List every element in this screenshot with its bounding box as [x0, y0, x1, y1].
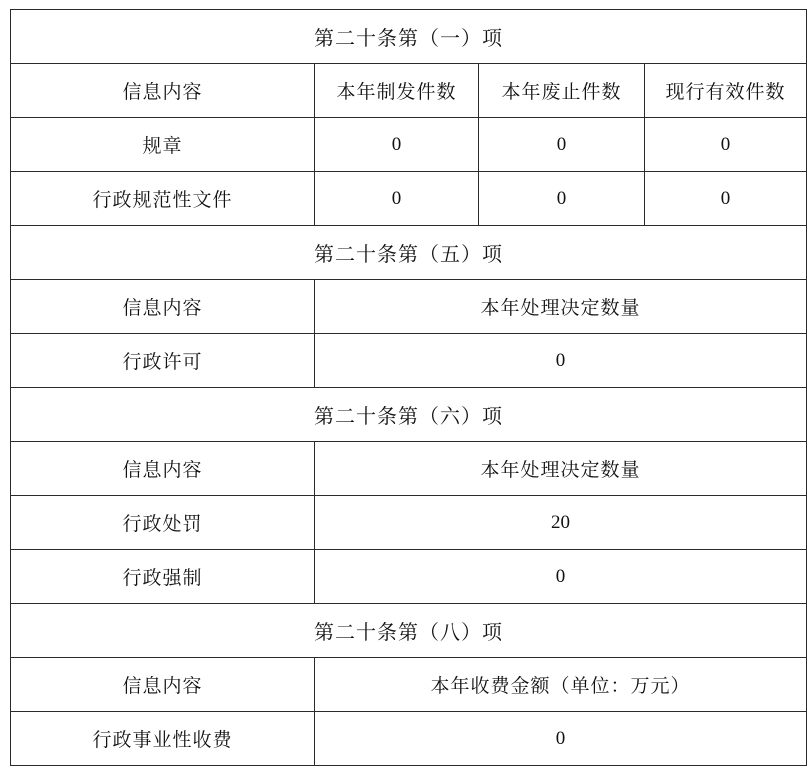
column-header-row	[11, 64, 807, 118]
column-header-info: 信息内容	[11, 658, 315, 712]
table-row	[11, 712, 807, 766]
cell-value: 0	[645, 118, 807, 172]
column-header-row	[11, 280, 807, 334]
section-title: 第二十条第（八）项	[11, 604, 807, 658]
column-header-info: 信息内容	[11, 442, 315, 496]
section-title: 第二十条第（一）项	[11, 10, 807, 64]
row-label: 行政处罚	[11, 496, 315, 550]
section-title: 第二十条第（五）项	[11, 226, 807, 280]
row-label: 行政规范性文件	[11, 172, 315, 226]
column-header-row	[11, 442, 807, 496]
row-label: 行政强制	[11, 550, 315, 604]
cell-value: 0	[645, 172, 807, 226]
column-header-decisions: 本年处理决定数量	[315, 280, 807, 334]
column-header-effective: 现行有效件数	[645, 64, 807, 118]
column-header-repealed: 本年废止件数	[479, 64, 645, 118]
table-row	[11, 550, 807, 604]
cell-value: 0	[479, 118, 645, 172]
column-header-row	[11, 658, 807, 712]
cell-value: 0	[315, 172, 479, 226]
row-label: 行政事业性收费	[11, 712, 315, 766]
table-row	[11, 334, 807, 388]
cell-value: 20	[315, 496, 807, 550]
cell-value: 0	[315, 334, 807, 388]
section-title: 第二十条第（六）项	[11, 388, 807, 442]
disclosure-table	[10, 9, 807, 766]
section-header-row	[11, 388, 807, 442]
table-row	[11, 496, 807, 550]
row-label: 规章	[11, 118, 315, 172]
section-header-row	[11, 10, 807, 64]
row-label: 行政许可	[11, 334, 315, 388]
cell-value: 0	[315, 712, 807, 766]
column-header-decisions: 本年处理决定数量	[315, 442, 807, 496]
column-header-info: 信息内容	[11, 280, 315, 334]
section-header-row	[11, 604, 807, 658]
table-row	[11, 172, 807, 226]
column-header-info: 信息内容	[11, 64, 315, 118]
column-header-issued: 本年制发件数	[315, 64, 479, 118]
table-row	[11, 118, 807, 172]
cell-value: 0	[479, 172, 645, 226]
cell-value: 0	[315, 550, 807, 604]
section-header-row	[11, 226, 807, 280]
column-header-fee-amount: 本年收费金额（单位：万元）	[315, 658, 807, 712]
cell-value: 0	[315, 118, 479, 172]
